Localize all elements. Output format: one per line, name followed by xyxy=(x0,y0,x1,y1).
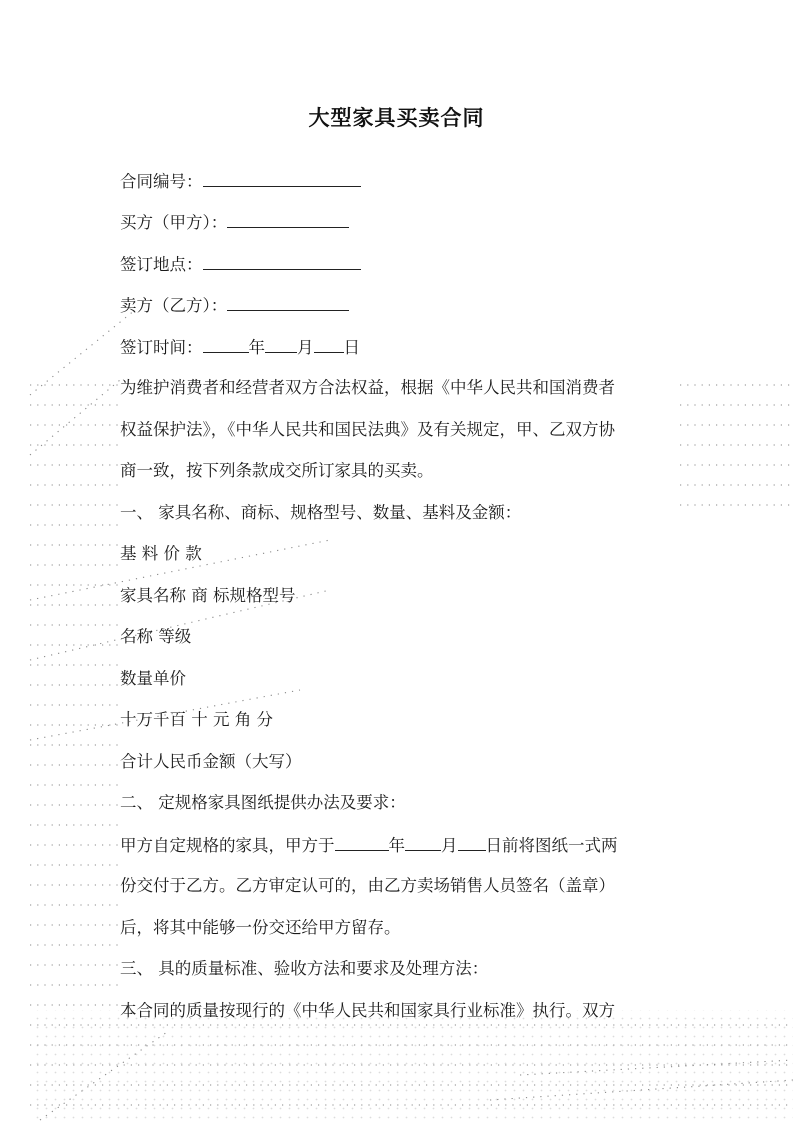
section2-line-3: 后，将其中能够一份交还给甲方留存。 xyxy=(120,918,401,937)
year-blank xyxy=(203,336,249,353)
section1-line-4: 数量单价 xyxy=(120,669,186,688)
buyer-blank xyxy=(227,211,349,228)
section2-line-1 xyxy=(120,834,618,857)
place-blank xyxy=(203,253,361,270)
section1-line-5: 十万千百 十 元 角 分 xyxy=(120,710,273,729)
year-label: 年 xyxy=(248,338,265,357)
month-label: 月 xyxy=(297,338,314,357)
document-title: 大型家具买卖合同 xyxy=(308,106,485,130)
contract-no-label: 合同编号： xyxy=(120,172,203,191)
buyer-row xyxy=(120,211,349,234)
contract-no-row xyxy=(120,170,361,193)
section2-line-1-d: 日前将图纸一式两 xyxy=(485,836,618,855)
day-blank xyxy=(314,336,344,353)
seller-label: 卖方（乙方）： xyxy=(120,296,228,315)
section1-line-2: 家具名称 商 标规格型号 xyxy=(120,586,296,605)
buyer-label: 买方（甲方）： xyxy=(120,213,228,232)
day-label: 日 xyxy=(343,338,360,357)
contract-no-blank xyxy=(203,170,361,187)
section1-line-6: 合计人民币金额（大写） xyxy=(120,752,302,771)
section2-line-2: 份交付于乙方。乙方审定认可的，由乙方卖场销售人员签名（盖章） xyxy=(120,876,615,895)
section2-month-blank xyxy=(405,834,441,851)
intro-line-1: 为维护消费者和经营者双方合法权益，根据《中华人民共和国消费者 xyxy=(120,378,615,397)
month-blank xyxy=(265,336,297,353)
section2-day-blank xyxy=(458,834,486,851)
time-label: 签订时间： xyxy=(120,338,203,357)
signing-time-row xyxy=(120,336,360,359)
seller-blank xyxy=(227,294,349,311)
section2-year-label: 年 xyxy=(388,836,405,855)
seller-row xyxy=(120,294,349,317)
section2-year-blank xyxy=(335,834,389,851)
section2-line-1-a: 甲方自定规格的家具，甲方于 xyxy=(120,836,335,855)
intro-line-2: 权益保护法》，《中华人民共和国民法典》及有关规定，甲、乙双方协 xyxy=(120,420,615,439)
intro-line-3: 商一致，按下列条款成交所订家具的买卖。 xyxy=(120,461,434,480)
place-row xyxy=(120,253,361,276)
section1-line-1: 基 料 价 款 xyxy=(120,544,202,563)
section1-heading: 一、 家具名称、商标、规格型号、数量、基料及金额： xyxy=(120,503,522,522)
place-label: 签订地点： xyxy=(120,255,203,274)
section1-line-3: 名称 等级 xyxy=(120,627,192,646)
section2-month-label: 月 xyxy=(441,836,458,855)
section2-heading: 二、 定规格家具图纸提供办法及要求： xyxy=(120,793,406,812)
section3-heading: 三、 具的质量标准、验收方法和要求及处理方法： xyxy=(120,959,489,978)
section3-line-1: 本合同的质量按现行的《中华人民共和国家具行业标准》执行。双方 xyxy=(120,1001,615,1020)
